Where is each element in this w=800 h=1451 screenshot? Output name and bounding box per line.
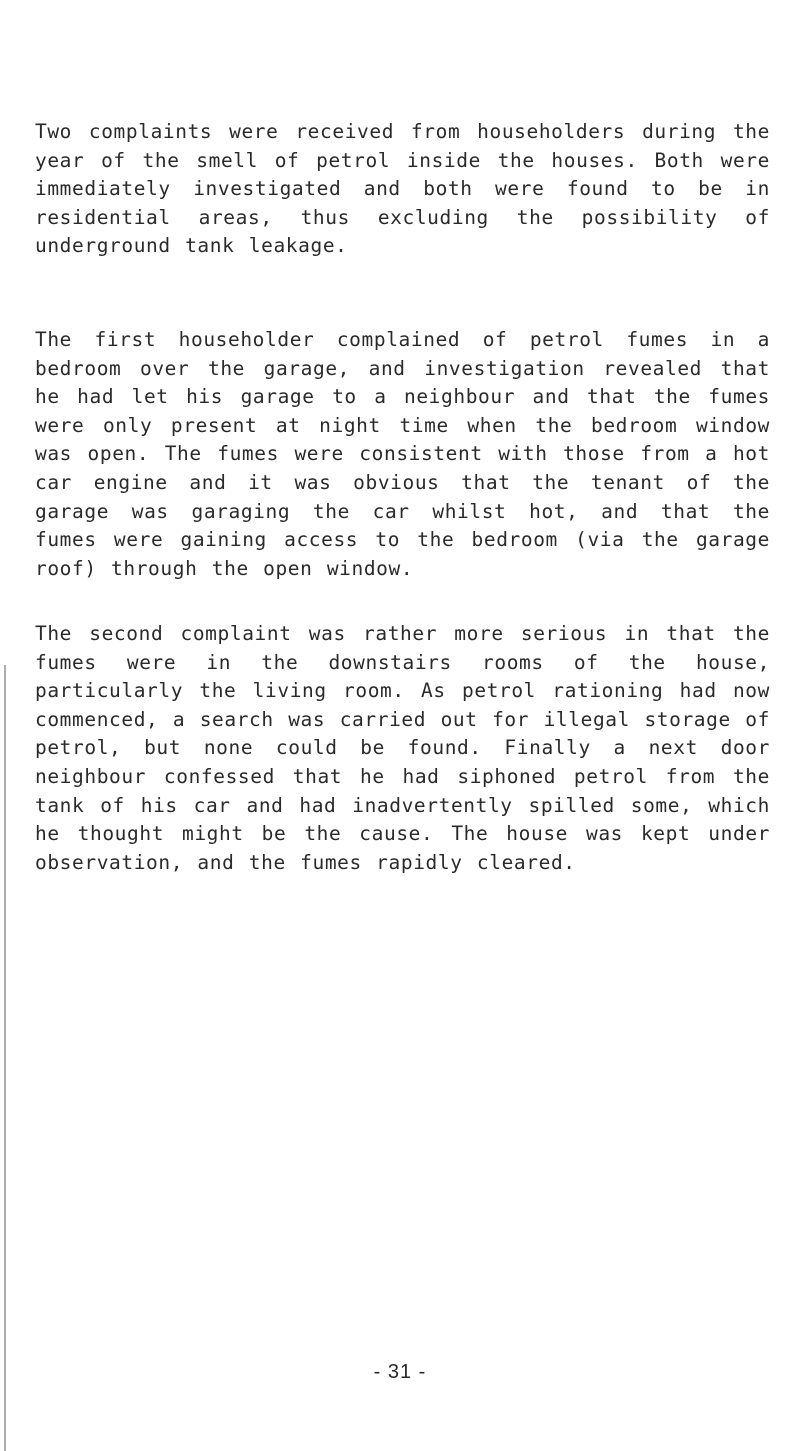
scan-margin-line — [4, 665, 6, 1451]
page-number: - 31 - — [373, 1361, 427, 1383]
paragraph-complaints-intro: Two complaints were received from householders during the year of the smell of petrol inside the houses. Both were immediately investigated and both were found to be in residential areas, thus excluding the possibility of underground tank leakage. — [35, 120, 770, 258]
paragraph-first-householder: The first householder complained of petrol fumes in a bedroom over the garage, and investigation revealed that he had let his garage to a neighbour and that the fumes were only present at night time when the bedroom window was open. The fumes were consistent with those from a hot car engine and it was obvious that the tenant of the garage was garaging the car whilst hot, and that the fumes were gaining access to the bedroom (via the garage roof) through the open window. — [35, 328, 770, 580]
paragraph-second-complaint: The second complaint was rather more serious in that the fumes were in the downstairs rooms of the house, particularly the living room. As petrol rationing had now commenced, a search was carried out for illegal storage of petrol, but none could be found. Finally a next door neighbour confessed that he had siphoned petrol from the tank of his car and had inadvertently spilled some, which he thought might be the cause. The house was kept under observation, and the fumes rapidly cleared. — [35, 622, 770, 874]
